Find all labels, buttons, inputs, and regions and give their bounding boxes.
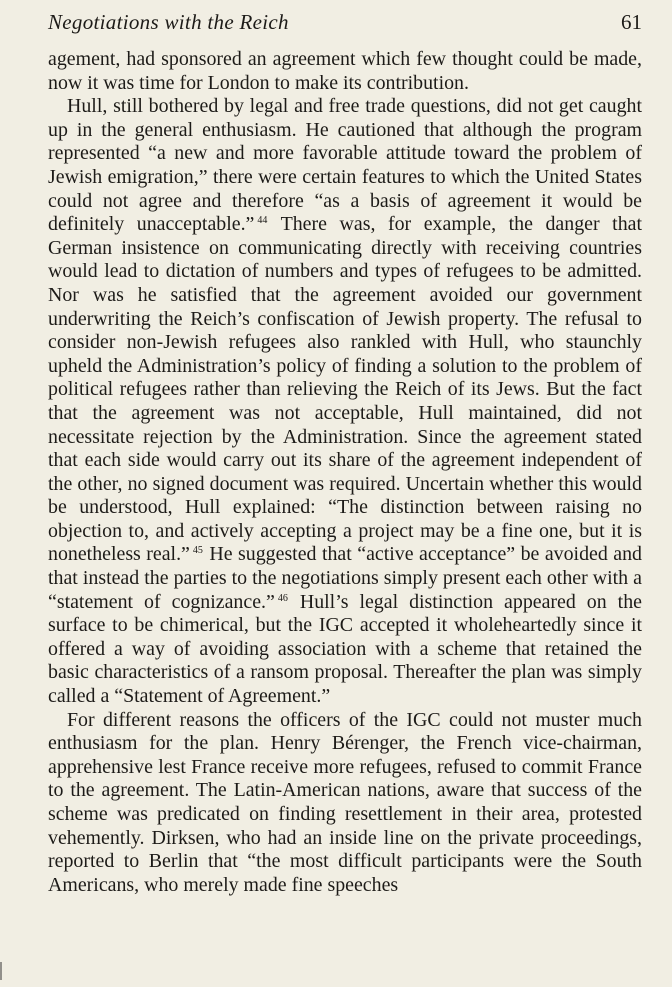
body-text (48, 48, 642, 897)
page-number: 61 (621, 10, 642, 34)
paragraph-text: agement, had sponsored an agreement which few thought could be made, now it was time for London to make its contribution. (48, 48, 642, 94)
paragraph-text: For different reasons the officers of the IGC could not muster much enthusiasm for the plan. Henry Bérenger, the French vice-chairman, apprehensive lest France receive more refugees, refused to commit France to the agreement. The Latin-American nations, aware that success of the scheme was predicated on finding resettlement in their area, protested vehemently. Dirksen, who had an inside line on the private proceedings, reported to Berlin that “the most difficult participants were the South Americans, who merely made fine speeches (48, 708, 642, 896)
paragraph (48, 95, 642, 708)
footnote-marker: 45 (192, 545, 203, 557)
paragraph (48, 709, 642, 898)
paragraph-text: He suggested that “active acceptance” be avoided and that instead the parties to the negotiations simply present each other with a “statement of cognizance.” (48, 543, 642, 613)
paragraph-text: Hull’s legal distinction appeared on the surface to be chimerical, but the IGC accepted it wholeheartedly since it offered a way of avoiding association with a scheme that retained the basic characteristics of a ransom proposal. Thereafter the plan was simply called a “Statement of Agreement.” (48, 590, 642, 708)
footnote-marker: 44 (257, 215, 268, 227)
paragraph-text: Hull, still bothered by legal and free trade questions, did not get caught up in the general enthusiasm. He cautioned that although the program represented “a new and more favorable attitude toward the problem of Jewish emigration,” there were certain features to which the United States could not agree and therefore “as a basis of agreement it would be definitely unacceptable.” (48, 95, 642, 236)
running-head (48, 10, 642, 42)
paragraph (48, 48, 642, 95)
running-title: Negotiations with the Reich (48, 10, 289, 34)
paragraph-text: There was, for example, the danger that German insistence on communicating directly with receiving countries would lead to dictation of numbers and types of refugees to be admitted. Nor was he satisfied that the agreement avoided our government underwriting the Reich’s confiscation of Jewish property. The refusal to consider non-Jewish refugees also rankled with Hull, who staunchly upheld the Administration’s policy of finding a solution to the problem of political refugees rather than relieving the Reich of its Jews. But the fact that the agreement was not acceptable, Hull maintained, did not necessitate rejection by the Administration. Since the agreement stated that each side would carry out its share of the agreement independent of the other, no signed document was required. Uncertain whether this would be understood, Hull explained: “The distinction between raising no objection to, and actively accepting a project may be a fine one, but it is nonetheless real.” (48, 213, 642, 566)
scan-artifact-mark (0, 962, 2, 980)
footnote-marker: 46 (277, 592, 288, 604)
